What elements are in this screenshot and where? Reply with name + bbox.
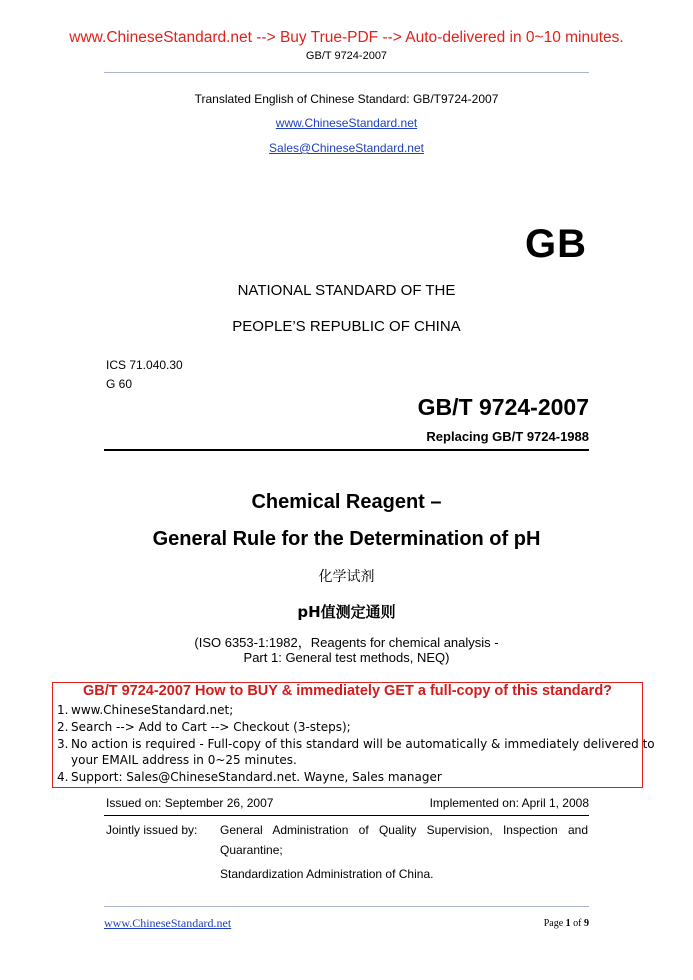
dates-divider bbox=[104, 815, 589, 816]
purchase-step bbox=[57, 753, 297, 767]
page-current: 1 bbox=[565, 918, 571, 929]
title-divider bbox=[104, 449, 589, 451]
sales-email-link[interactable]: Sales@ChineseStandard.net bbox=[269, 141, 424, 155]
page-total: 9 bbox=[584, 918, 589, 929]
footer-website-link[interactable]: www.ChineseStandard.net bbox=[104, 916, 232, 930]
chinese-title-line-2: pH值测定通则 bbox=[297, 603, 396, 621]
step-text: your EMAIL address in 0~25 minutes. bbox=[71, 753, 297, 767]
page-prefix: Page bbox=[543, 918, 566, 929]
step-text: No action is required - Full-copy of this standard will be automatically & immediately delivered to bbox=[71, 737, 655, 751]
purchase-step bbox=[57, 703, 233, 717]
issuer-gaqsiq-line-1: General Administration of Quality Supervision, Inspection and bbox=[220, 823, 588, 837]
header-standard-code: GB/T 9724-2007 bbox=[305, 50, 388, 62]
iso-reference-line-1: (ISO 6353-1:1982，Reagents for chemical analysis - bbox=[194, 635, 499, 650]
promo-banner[interactable]: www.ChineseStandard.net --> Buy True-PDF --> Auto-delivered in 0~10 minutes. bbox=[69, 29, 624, 46]
issuer-sac: Standardization Administration of China. bbox=[220, 867, 434, 881]
jointly-issued-label: Jointly issued by: bbox=[106, 823, 198, 837]
page-indicator bbox=[544, 918, 589, 929]
purchase-step bbox=[57, 720, 351, 734]
issued-date: Issued on: September 26, 2007 bbox=[106, 796, 274, 810]
purchase-box-title: GB/T 9724-2007 How to BUY & immediately GET a full-copy of this standard? bbox=[82, 683, 613, 699]
replacing-standard: Replacing GB/T 9724-1988 bbox=[426, 429, 589, 444]
page-of: of bbox=[570, 918, 584, 929]
english-title-line-1: Chemical Reagent – bbox=[251, 491, 442, 513]
chinese-title-line-1: 化学试剂 bbox=[318, 569, 375, 585]
step-number: 1. bbox=[57, 703, 69, 717]
step-number: 4. bbox=[57, 770, 69, 784]
national-standard-line-1: NATIONAL STANDARD OF THE bbox=[237, 282, 456, 299]
iso-reference-line-2: Part 1: General test methods, NEQ) bbox=[243, 650, 450, 665]
step-text: Support: Sales@ChineseStandard.net. Wayne, Sales manager bbox=[71, 770, 442, 784]
website-link[interactable]: www.ChineseStandard.net bbox=[275, 116, 418, 130]
purchase-step bbox=[57, 770, 442, 784]
website-link-line bbox=[0, 116, 693, 130]
purchase-step bbox=[57, 737, 655, 751]
step-number: 3. bbox=[57, 737, 69, 751]
ics-code: ICS 71.040.30 bbox=[106, 358, 183, 372]
g-code: G 60 bbox=[106, 377, 133, 391]
implemented-date: Implemented on: April 1, 2008 bbox=[429, 796, 589, 810]
standard-number: GB/T 9724-2007 bbox=[417, 394, 589, 420]
issuer-gaqsiq-line-2: Quarantine; bbox=[220, 843, 283, 857]
translation-note: Translated English of Chinese Standard: GB/T9724-2007 bbox=[194, 92, 499, 106]
step-number: 2. bbox=[57, 720, 69, 734]
gb-mark: GB bbox=[525, 222, 587, 266]
step-text: Search --> Add to Cart --> Checkout (3-steps); bbox=[71, 720, 351, 734]
national-standard-line-2: PEOPLE’S REPUBLIC OF CHINA bbox=[232, 318, 461, 335]
header-divider bbox=[104, 72, 589, 73]
step-text[interactable]: www.ChineseStandard.net; bbox=[71, 703, 234, 717]
footer-divider bbox=[104, 906, 589, 907]
english-title-line-2: General Rule for the Determination of pH bbox=[152, 528, 541, 550]
sales-email-line bbox=[0, 141, 693, 155]
